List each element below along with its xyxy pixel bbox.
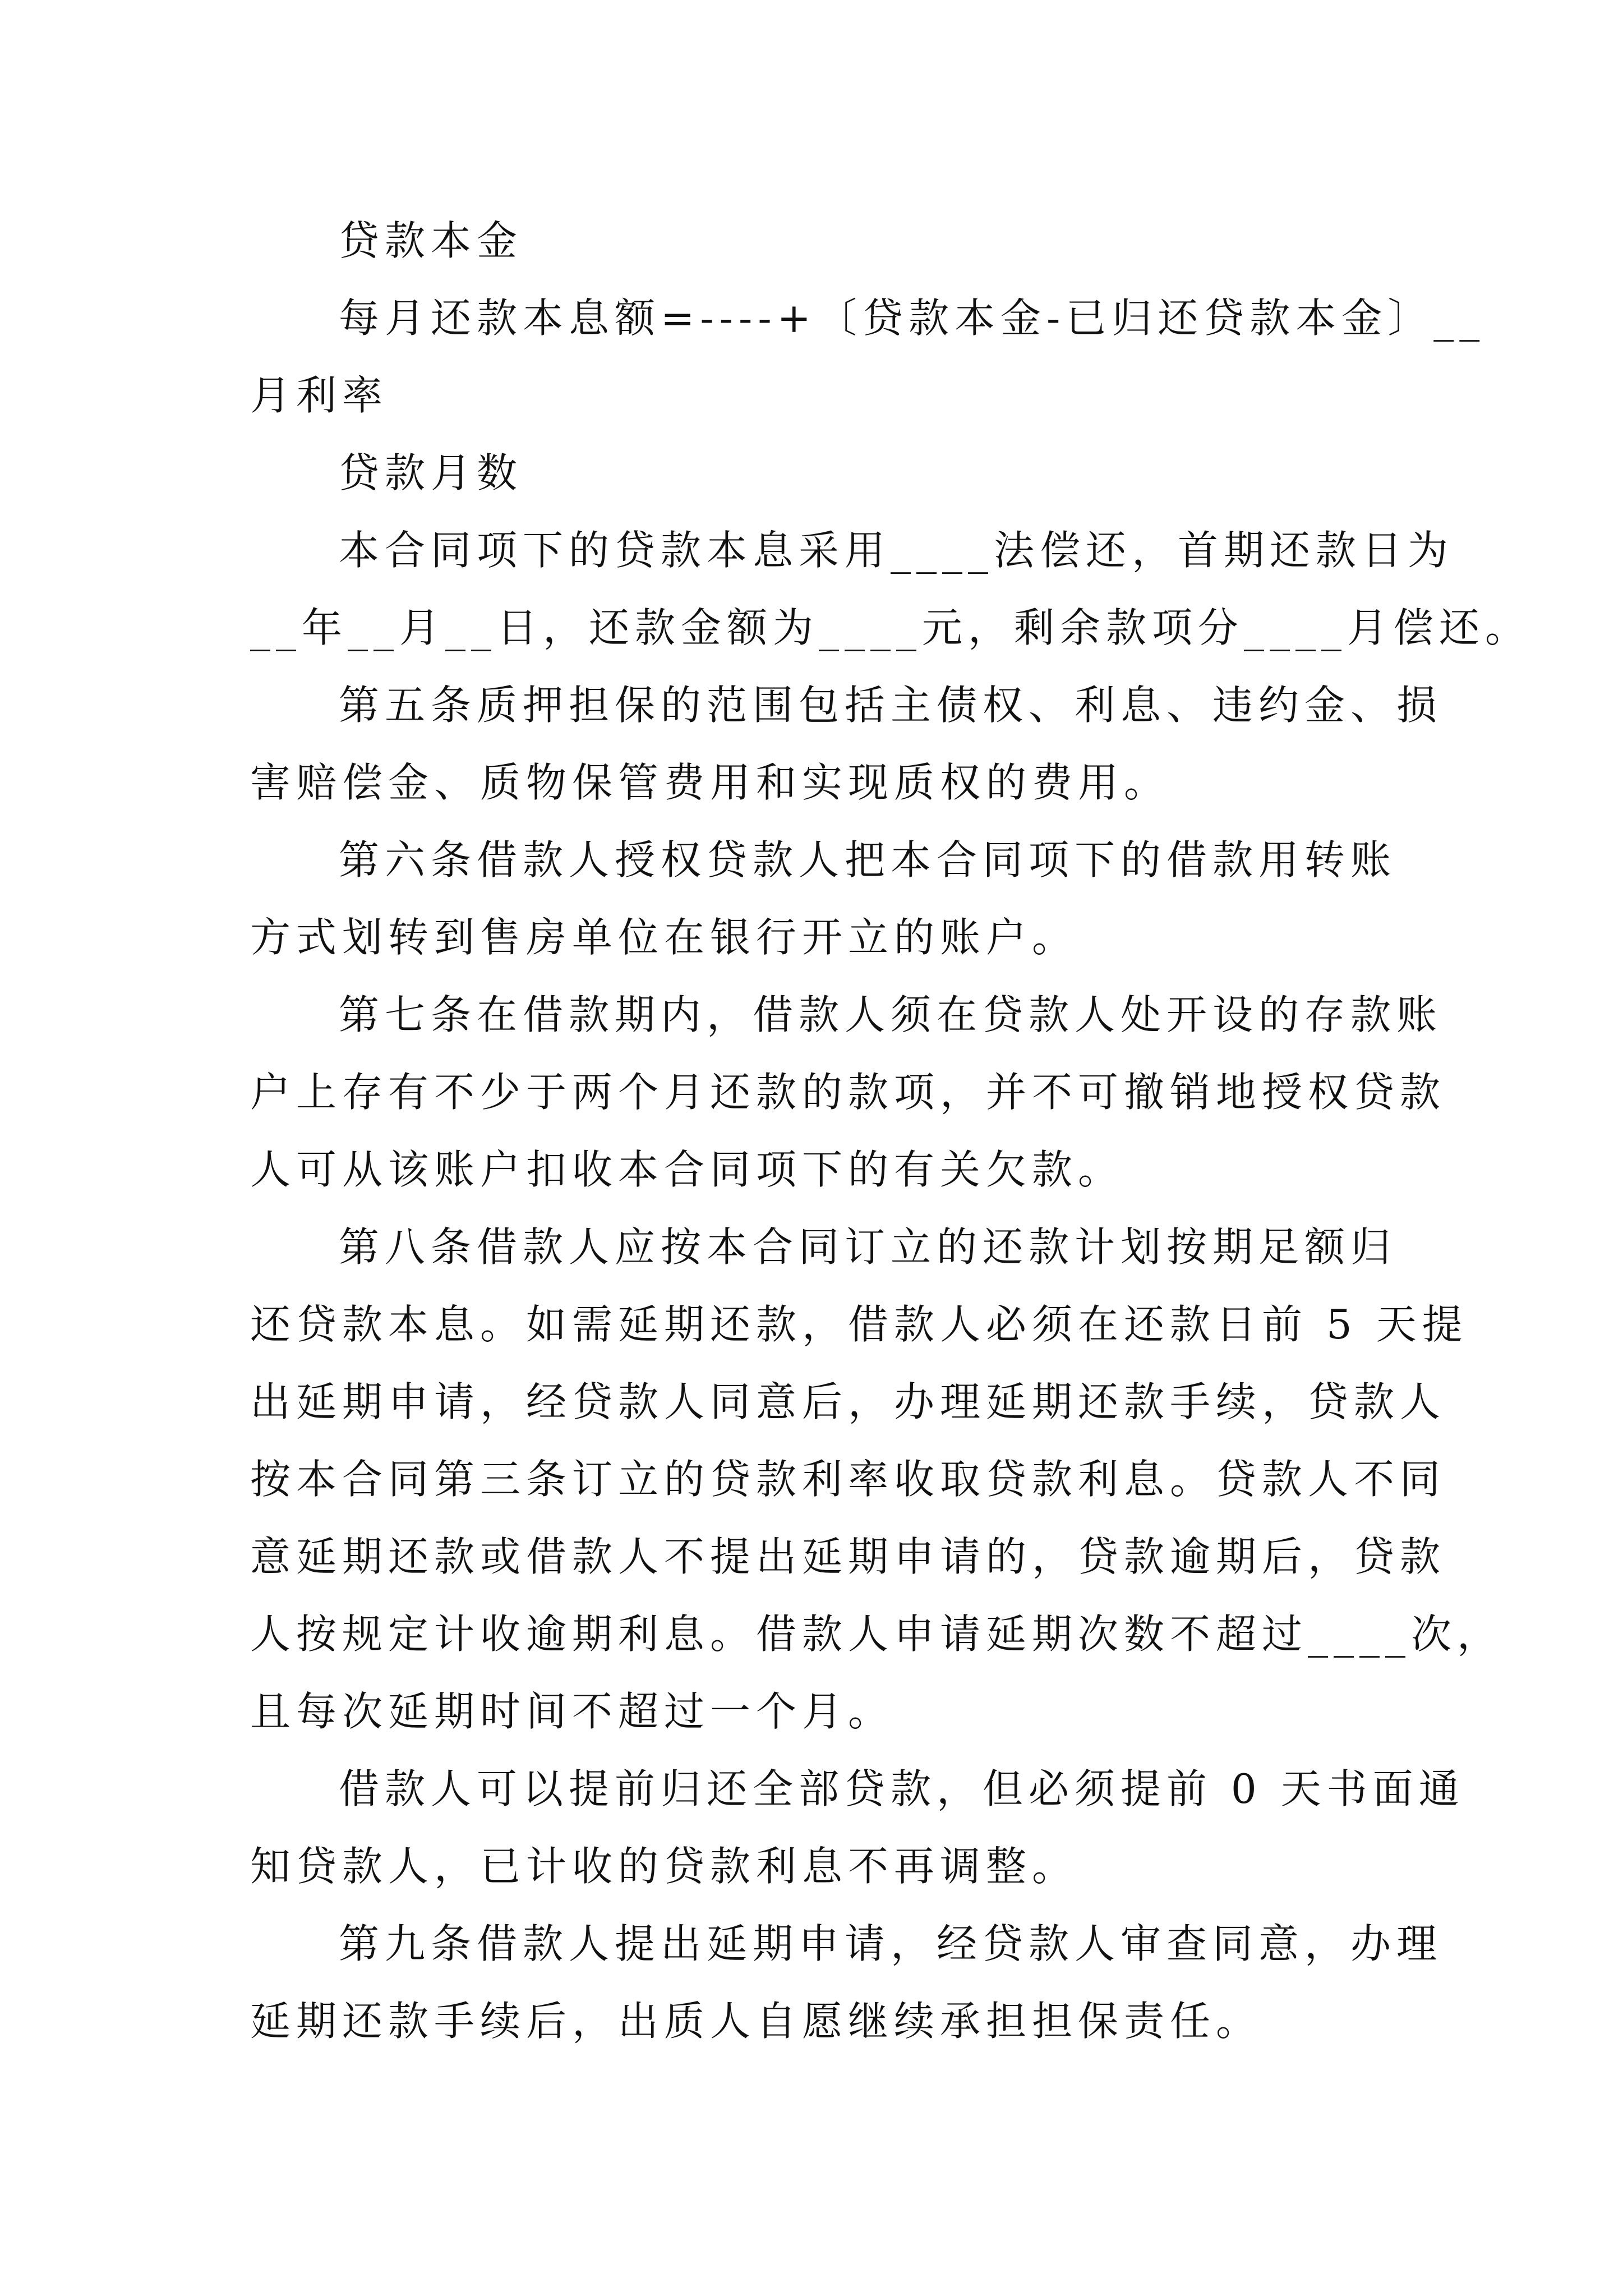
text-line: 第九条借款人提出延期申请，经贷款人审查同意，办理 xyxy=(339,1920,1443,1967)
text-line: 户上存有不少于两个月还款的款项，并不可撤销地授权贷款 xyxy=(250,1069,1446,1116)
text-line: 第六条借款人授权贷款人把本合同项下的借款用转账 xyxy=(339,836,1397,884)
text-line: 按本合同第三条订立的贷款利率收取贷款利息。贷款人不同 xyxy=(250,1456,1446,1503)
text-line: 每月还款本息额=----+〔贷款本金-已归还贷款本金〕__ xyxy=(339,295,1486,342)
text-line: 本合同项下的贷款本息采用____法偿还，首期还款日为 xyxy=(339,527,1454,574)
text-line: 贷款本金 xyxy=(339,217,523,264)
text-line: 人按规定计收逾期利息。借款人申请延期次数不超过____次， xyxy=(250,1611,1504,1658)
text-line: 知贷款人，已计收的贷款利息不再调整。 xyxy=(250,1843,1078,1890)
text-line: 意延期还款或借款人不提出延期申请的，贷款逾期后，贷款 xyxy=(250,1533,1446,1580)
text-line: 第五条质押担保的范围包括主债权、利息、违约金、损 xyxy=(339,682,1443,729)
text-line: 延期还款手续后，出质人自愿继续承担担保责任。 xyxy=(250,1998,1262,2045)
text-line: 第七条在借款期内，借款人须在贷款人处开设的存款账 xyxy=(339,991,1443,1038)
document-page xyxy=(250,202,1532,2060)
text-line: 贷款月数 xyxy=(339,449,523,496)
text-line: 第八条借款人应按本合同订立的还款计划按期足额归 xyxy=(339,1223,1397,1271)
text-line: 借款人可以提前归还全部贷款，但必须提前 0 天书面通 xyxy=(339,1765,1465,1812)
text-line: 出延期申请，经贷款人同意后，办理延期还款手续，贷款人 xyxy=(250,1378,1446,1425)
text-line: 月利率 xyxy=(250,372,389,419)
text-line: 人可从该账户扣收本合同项下的有关欠款。 xyxy=(250,1146,1124,1193)
text-line: 害赔偿金、质物保管费用和实现质权的费用。 xyxy=(250,759,1170,806)
text-line: 且每次延期时间不超过一个月。 xyxy=(250,1688,895,1735)
text-line: 方式划转到售房单位在银行开立的账户。 xyxy=(250,914,1078,961)
text-line: __年__月__日，还款金额为____元，剩余款项分____月偿还。 xyxy=(250,604,1532,651)
text-line: 还贷款本息。如需延期还款，借款人必须在还款日前 5 天提 xyxy=(250,1301,1468,1348)
